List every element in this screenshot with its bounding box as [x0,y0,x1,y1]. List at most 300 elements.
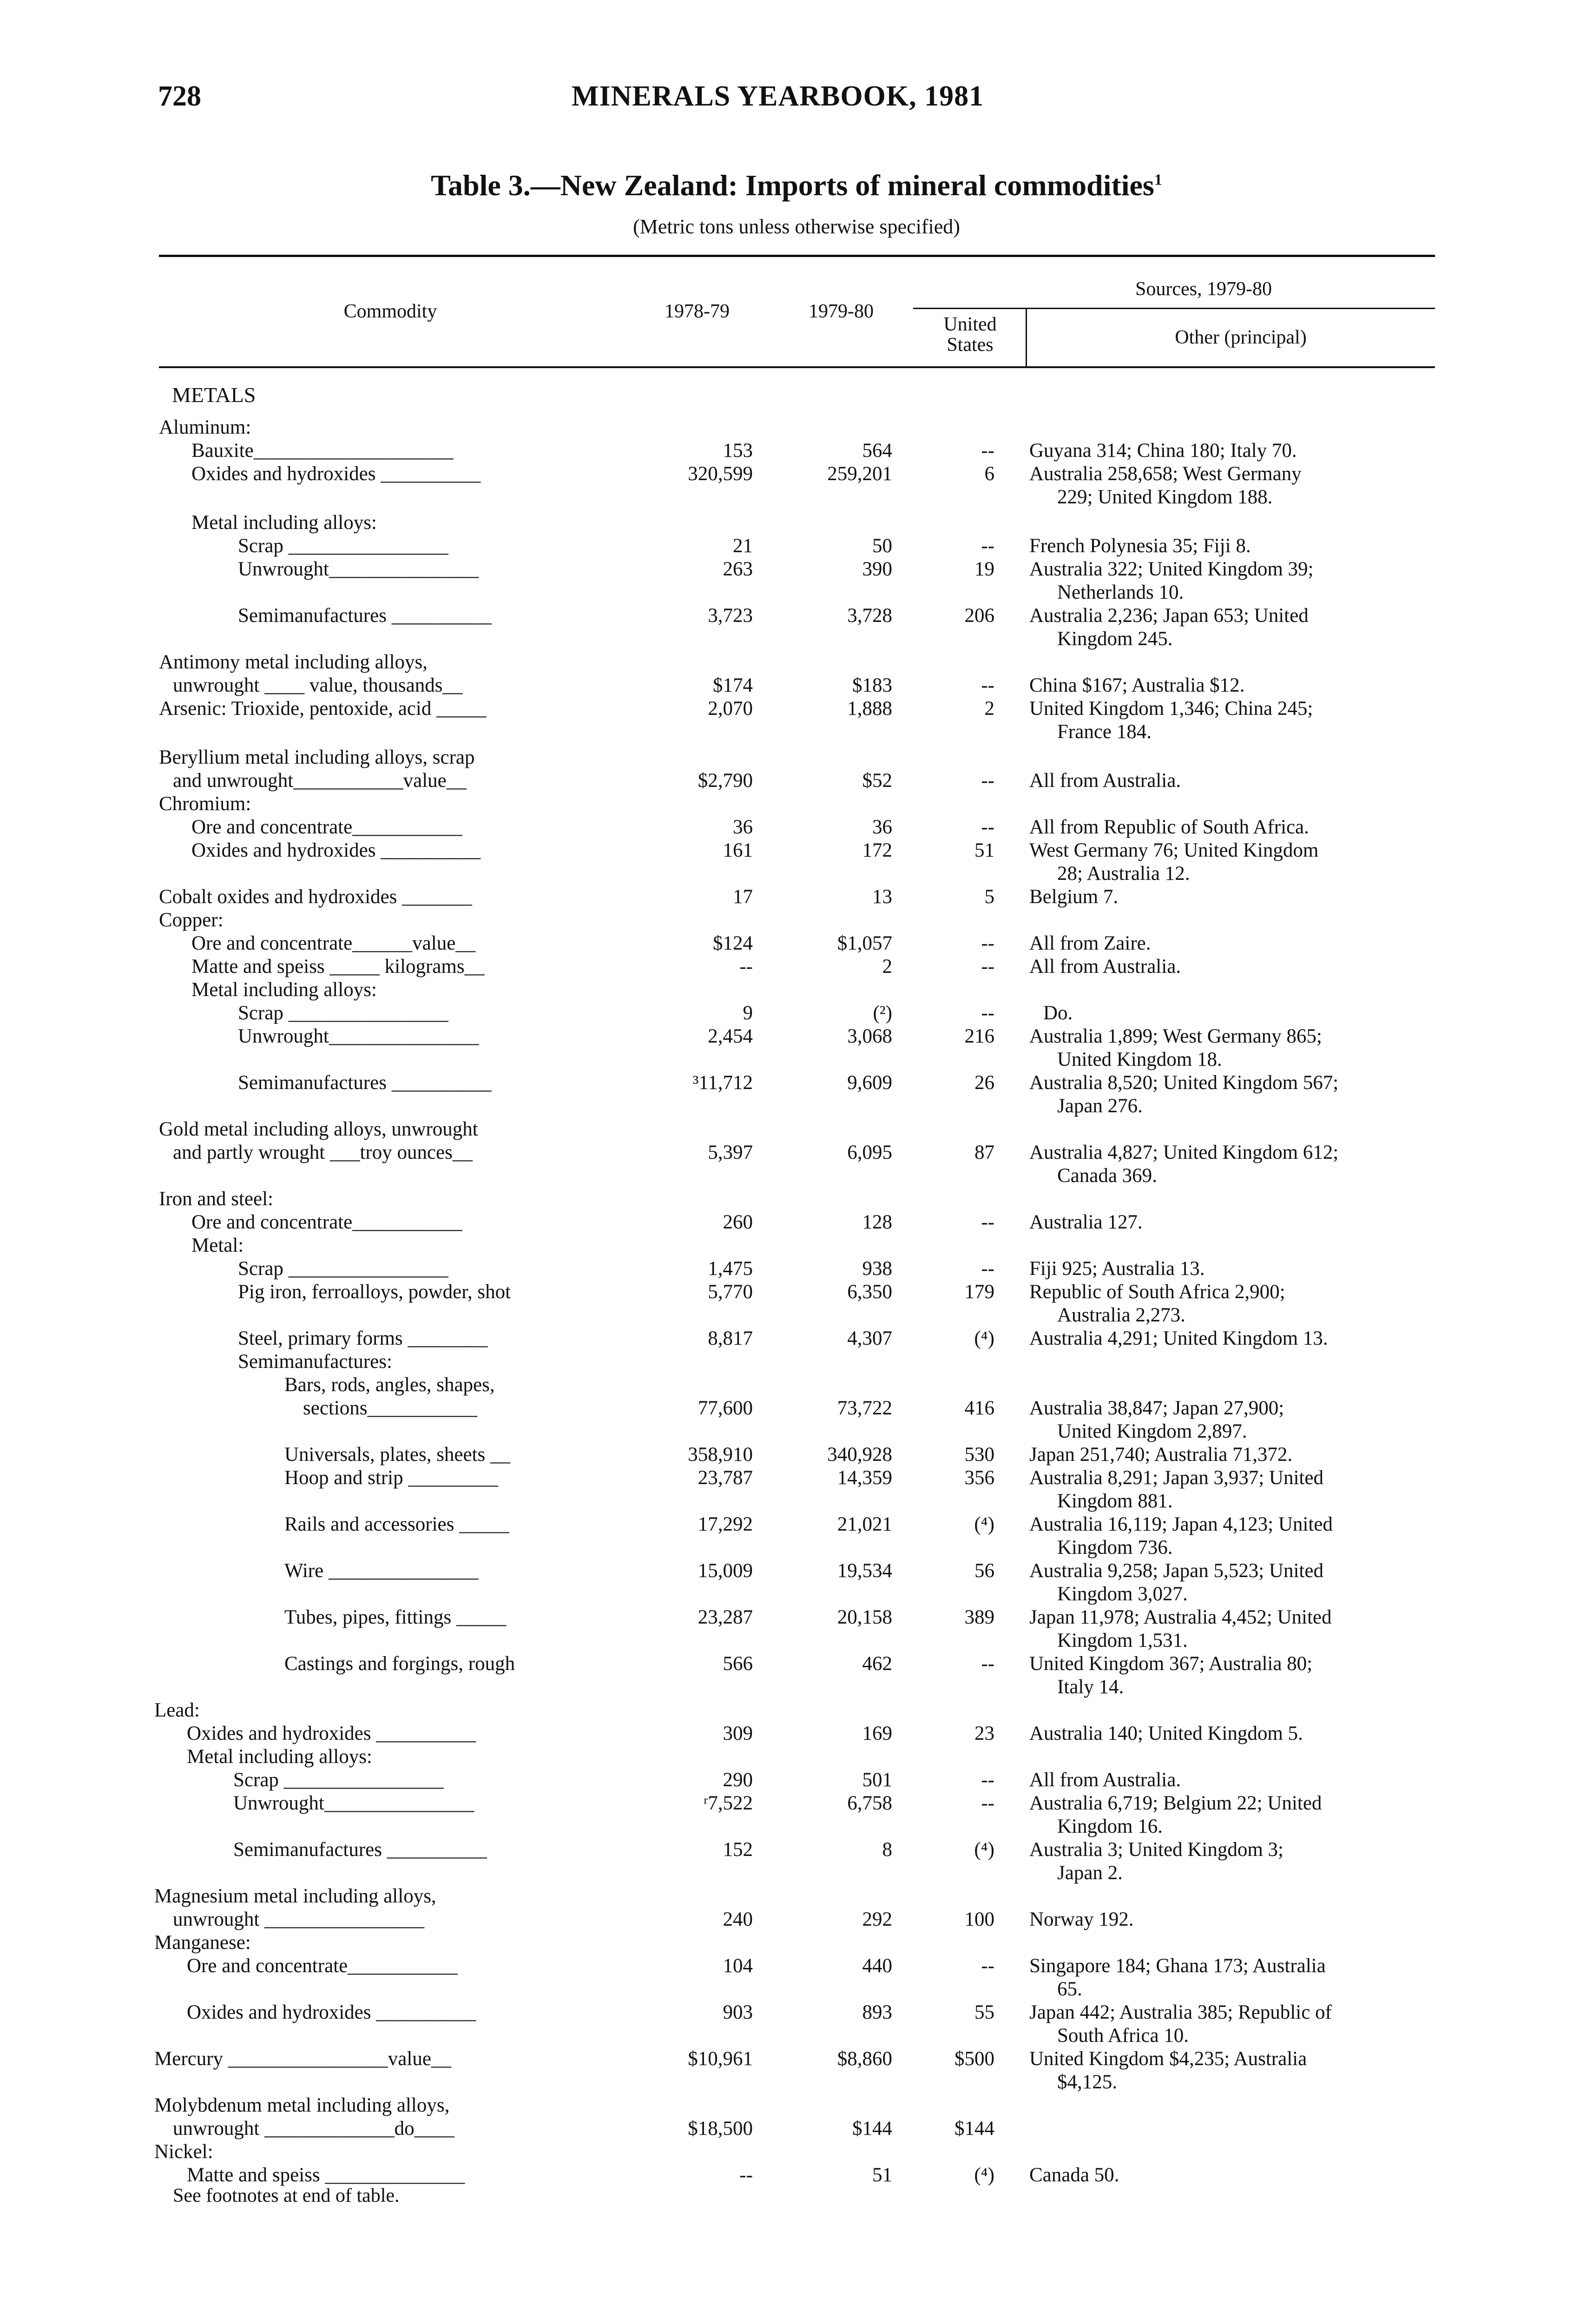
value-1978-79: 15,009 [698,1560,753,1582]
other-sources: All from Zaire. [1029,932,1151,954]
other-sources: Kingdom 245. [1057,628,1173,650]
other-sources: Italy 14. [1057,1676,1124,1698]
other-sources: Japan 442; Australia 385; Republic of [1029,2001,1332,2023]
other-sources: Kingdom 736. [1057,1537,1173,1558]
table-row [0,2071,1593,2095]
value-1978-79: 263 [723,558,753,580]
value-united-states: -- [981,932,994,954]
value-united-states: 179 [964,1281,994,1303]
other-sources: All from Australia. [1029,770,1181,792]
other-sources: $4,125. [1057,2071,1117,2093]
value-united-states: 416 [964,1397,994,1419]
value-1978-79: 161 [723,839,753,861]
table-row [0,909,1593,933]
commodity-label: Gold metal including alloys, unwrought [159,1118,478,1140]
value-1979-80: $183 [852,674,892,696]
value-1978-79: 1,475 [708,1258,753,1280]
commodity-label: Unwrought_______________ [238,1025,479,1047]
value-united-states: 5 [984,886,994,908]
value-1978-79: 153 [723,440,753,462]
value-united-states: -- [981,1653,994,1675]
commodity-label: Nickel: [154,2141,213,2163]
value-united-states: $144 [954,2118,994,2139]
table-row [0,2117,1593,2141]
table-row [0,674,1593,698]
value-1979-80: (²) [873,1002,892,1024]
value-united-states: -- [981,1769,994,1791]
table-row [0,769,1593,793]
other-sources: Australia 38,847; Japan 27,900; [1029,1397,1284,1419]
value-united-states: 55 [974,2001,994,2023]
commodity-label: Metal including alloys: [191,979,377,1001]
table-row [0,885,1593,910]
value-1978-79: 5,770 [708,1281,753,1303]
table-row [0,1281,1593,1305]
commodity-label: unwrought ________________ [173,1908,425,1930]
table-row [0,535,1593,559]
commodity-label: Aluminum: [159,416,251,438]
value-1978-79: 23,787 [698,1467,753,1489]
commodity-label: Manganese: [154,1932,251,1954]
value-1978-79: 903 [723,2001,753,2023]
table-row [0,1745,1593,1769]
value-united-states: -- [981,816,994,838]
value-1979-80: 440 [862,1955,892,1977]
commodity-label: Ore and concentrate___________ [191,816,462,838]
other-principal-header: Other (principal) [1175,327,1307,348]
table-row [0,581,1593,605]
table-row [0,1257,1593,1281]
table-row [0,932,1593,956]
commodity-label: Universals, plates, sheets __ [284,1444,511,1466]
value-1979-80: 3,068 [847,1025,892,1047]
table-row [0,697,1593,721]
commodity-label: Pig iron, ferroalloys, powder, shot [238,1281,511,1303]
table-row [0,1862,1593,1886]
value-united-states: -- [981,440,994,462]
other-sources: Japan 11,978; Australia 4,452; United [1029,1606,1332,1628]
other-sources: Kingdom 1,531. [1057,1630,1188,1651]
commodity-label: Mercury ________________value__ [154,2048,451,2070]
value-1979-80: 14,359 [837,1467,892,1489]
value-united-states: 51 [974,839,994,861]
commodity-label: Tubes, pipes, fittings _____ [284,1606,507,1628]
table-row [0,1559,1593,1584]
other-sources: Australia 322; United Kingdom 39; [1029,558,1314,580]
sources-rule [913,308,1435,309]
footer-note: See footnotes at end of table. [173,2185,400,2206]
table-title-text: Table 3.—New Zealand: Imports of mineral commodities [431,169,1154,202]
other-sources: Netherlands 10. [1057,581,1184,603]
other-sources: United Kingdom $4,235; Australia [1029,2048,1307,2070]
other-sources: France 184. [1057,721,1152,743]
other-sources: All from Australia. [1029,1769,1181,1791]
value-united-states: (⁴) [974,1513,994,1535]
value-1978-79: 5,397 [708,1142,753,1163]
value-1978-79: 2,454 [708,1025,753,1047]
table-row [0,383,1593,408]
table-row [0,1002,1593,1026]
value-united-states: 87 [974,1142,994,1163]
value-1978-79: $2,790 [698,770,753,792]
table-row [0,792,1593,817]
table-row [0,2024,1593,2048]
value-1979-80: 50 [872,535,892,557]
value-1978-79: 260 [723,1211,753,1233]
value-1978-79: ʳ7,522 [703,1792,753,1814]
value-1979-80: 6,758 [847,1792,892,1814]
value-united-states: -- [981,1792,994,1814]
commodity-label: Oxides and hydroxides __________ [191,463,481,485]
other-sources: Canada 50. [1029,2164,1119,2186]
table-row [0,1234,1593,1258]
year-1979-80-header: 1979-80 [809,301,874,322]
commodity-label: Bars, rods, angles, shapes, [284,1374,495,1396]
value-1979-80: 13 [872,886,892,908]
value-united-states: -- [981,1258,994,1280]
other-sources: Japan 2. [1057,1862,1123,1884]
value-1979-80: 6,350 [847,1281,892,1303]
value-1979-80: 51 [872,2164,892,2186]
value-1978-79: 358,910 [688,1444,753,1466]
table-row [0,978,1593,1003]
value-1978-79: 152 [723,1839,753,1861]
value-1978-79: 290 [723,1769,753,1791]
table-row [0,1071,1593,1096]
table-row [0,816,1593,840]
value-1978-79: 9 [743,1002,753,1024]
value-united-states: -- [981,1955,994,1977]
other-sources: French Polynesia 35; Fiji 8. [1029,535,1251,557]
value-1979-80: 2 [882,956,892,977]
header-bottom-rule [159,366,1435,368]
value-1979-80: 128 [862,1211,892,1233]
year-1978-79-header: 1978-79 [665,301,730,322]
us-column-divider [1026,308,1027,367]
table-row [0,1954,1593,1979]
commodity-label: Semimanufactures __________ [233,1839,487,1861]
value-1979-80: 1,888 [847,698,892,720]
table-row [0,1908,1593,1932]
value-united-states: -- [981,535,994,557]
table-row [0,1095,1593,1119]
table-row [0,1164,1593,1188]
table-row [0,1373,1593,1398]
commodity-label: unwrought _____________do____ [173,2118,454,2139]
value-1978-79: 104 [723,1955,753,1977]
commodity-label: sections___________ [303,1397,478,1419]
value-united-states: 356 [964,1467,994,1489]
table-row [0,2094,1593,2118]
value-united-states: 26 [974,1072,994,1094]
table-row [0,2001,1593,2025]
other-sources: Australia 140; United Kingdom 5. [1029,1723,1303,1744]
table-row [0,1420,1593,1444]
table-row [0,486,1593,510]
value-1978-79: -- [739,2164,753,2186]
value-united-states: $500 [954,2048,994,2070]
value-1979-80: 938 [862,1258,892,1280]
commodity-label: Semimanufactures: [238,1351,392,1373]
commodity-label: Metal including alloys: [187,1746,372,1768]
table-row [0,1490,1593,1514]
table-row [0,1513,1593,1537]
value-1979-80: 36 [872,816,892,838]
sources-header: Sources, 1979-80 [1135,278,1272,300]
value-1979-80: 19,534 [837,1560,892,1582]
commodity-label: Scrap ________________ [238,535,448,557]
other-sources: Singapore 184; Ghana 173; Australia [1029,1955,1326,1977]
table-row [0,1048,1593,1072]
commodity-label: Hoop and strip _________ [284,1467,498,1489]
commodity-label: Scrap ________________ [238,1258,448,1280]
table-row [0,1792,1593,1816]
commodity-label: Lead: [154,1699,200,1721]
table-row [0,839,1593,863]
value-1979-80: 169 [862,1723,892,1744]
other-sources: United Kingdom 367; Australia 80; [1029,1653,1313,1675]
value-1978-79: 566 [723,1653,753,1675]
other-sources: Do. [1043,1002,1073,1024]
table-row [0,1397,1593,1421]
commodity-label: Castings and forgings, rough [284,1653,515,1675]
value-1979-80: 340,928 [827,1444,892,1466]
value-united-states: -- [981,1002,994,1024]
table-row [0,1931,1593,1955]
table-row [0,1118,1593,1142]
table-row [0,720,1593,745]
other-sources: Australia 4,827; United Kingdom 612; [1029,1142,1339,1163]
value-1978-79: 23,287 [698,1606,753,1628]
table-row [0,1978,1593,2002]
commodity-label: and partly wrought ___troy ounces__ [173,1142,473,1163]
table-row [0,558,1593,582]
value-1979-80: 73,722 [837,1397,892,1419]
table-row [0,1350,1593,1374]
value-1978-79: 21 [733,535,753,557]
table-row [0,1211,1593,1235]
value-1979-80: 21,021 [837,1513,892,1535]
other-sources: Australia 2,236; Japan 653; United [1029,605,1309,627]
table-row [0,462,1593,487]
table-row [0,2047,1593,2072]
commodity-label: Semimanufactures __________ [238,1072,492,1094]
value-1978-79: 36 [733,816,753,838]
value-united-states: 6 [984,463,994,485]
table-row [0,1304,1593,1328]
value-united-states: 389 [964,1606,994,1628]
commodity-label: Beryllium metal including alloys, scrap [159,746,475,768]
other-sources: Australia 258,658; West Germany [1029,463,1302,485]
value-1978-79: 320,599 [688,463,753,485]
other-sources: Belgium 7. [1029,886,1119,908]
table-title-footnote: 1 [1154,171,1162,189]
table-row [0,1141,1593,1165]
value-1979-80: 172 [862,839,892,861]
table-row [0,627,1593,652]
value-united-states: 216 [964,1025,994,1047]
value-1979-80: $144 [852,2118,892,2139]
value-1979-80: 564 [862,440,892,462]
other-sources: Australia 8,291; Japan 3,937; United [1029,1467,1323,1489]
value-united-states: -- [981,1211,994,1233]
value-1978-79: ³11,712 [692,1072,753,1094]
commodity-label: Ore and concentrate______value__ [191,932,476,954]
table-row [0,1536,1593,1560]
commodity-label: Antimony metal including alloys, [159,651,428,673]
table-row [0,1443,1593,1467]
commodity-label: Oxides and hydroxides __________ [187,1723,476,1744]
value-1979-80: 292 [862,1908,892,1930]
value-united-states: (⁴) [974,2164,994,2186]
commodity-label: Wire _______________ [284,1560,479,1582]
other-sources: Kingdom 3,027. [1057,1583,1188,1605]
value-united-states: 56 [974,1560,994,1582]
value-1979-80: 4,307 [847,1327,892,1349]
table-row [0,651,1593,675]
value-1978-79: 2,070 [708,698,753,720]
value-united-states: -- [981,956,994,977]
value-1978-79: 17,292 [698,1513,753,1535]
value-1979-80: $1,057 [837,932,892,954]
other-sources: 229; United Kingdom 188. [1057,486,1273,508]
value-united-states: (⁴) [974,1839,994,1861]
value-1979-80: 259,201 [827,463,892,485]
value-1978-79: 77,600 [698,1397,753,1419]
value-1979-80: 20,158 [837,1606,892,1628]
value-1978-79: 240 [723,1908,753,1930]
commodity-label: Molybdenum metal including alloys, [154,2094,450,2116]
table-row [0,1699,1593,1723]
value-1978-79: 17 [733,886,753,908]
united-states-header [915,314,1025,355]
table-row [0,1722,1593,1746]
value-1979-80: 893 [862,2001,892,2023]
commodity-label: Unwrought_______________ [233,1792,474,1814]
commodity-label: Metal: [191,1235,244,1256]
table-row [0,1583,1593,1607]
commodity-label: Metal including alloys: [191,512,377,534]
value-1978-79: $124 [713,932,753,954]
commodity-label: Copper: [159,909,224,931]
other-sources: South Africa 10. [1057,2025,1189,2047]
commodity-label: Matte and speiss ______________ [187,2164,465,2186]
value-1978-79: 3,723 [708,605,753,627]
table-row [0,1188,1593,1212]
value-1978-79: 8,817 [708,1327,753,1349]
commodity-label: Chromium: [159,793,251,815]
value-united-states: 23 [974,1723,994,1744]
other-sources: Australia 3; United Kingdom 3; [1029,1839,1284,1861]
commodity-label: unwrought ____ value, thousands__ [173,674,463,696]
united-states-header-line1: United [943,314,997,335]
other-sources: 65. [1057,1978,1082,2000]
value-united-states: 19 [974,558,994,580]
value-united-states: 2 [984,698,994,720]
commodity-label: METALS [172,383,256,407]
value-united-states: 206 [964,605,994,627]
value-united-states: 530 [964,1444,994,1466]
value-1978-79: $174 [713,674,753,696]
value-1979-80: 3,728 [847,605,892,627]
table-row [0,746,1593,770]
other-sources: Kingdom 16. [1057,1816,1163,1837]
other-sources: Australia 8,520; United Kingdom 567; [1029,1072,1339,1094]
table-row [0,862,1593,886]
other-sources: Australia 9,258; Japan 5,523; United [1029,1560,1323,1582]
table-row [0,1629,1593,1653]
other-sources: Australia 127. [1029,1211,1143,1233]
other-sources: All from Republic of South Africa. [1029,816,1309,838]
value-1979-80: 6,095 [847,1142,892,1163]
commodity-label: Unwrought_______________ [238,558,479,580]
table-row [0,604,1593,628]
commodity-label: Ore and concentrate___________ [191,1211,462,1233]
commodity-label: and unwrought___________value__ [173,770,467,792]
other-sources: Guyana 314; China 180; Italy 70. [1029,440,1297,462]
table-row [0,955,1593,979]
other-sources: United Kingdom 18. [1057,1049,1222,1070]
table-row [0,1652,1593,1677]
commodity-label: Matte and speiss _____ kilograms__ [191,956,485,977]
value-1979-80: $8,860 [837,2048,892,2070]
value-1978-79: 309 [723,1723,753,1744]
value-1978-79: $18,500 [688,2118,753,2139]
table-row [0,416,1593,440]
table-row [0,1327,1593,1351]
value-united-states: -- [981,770,994,792]
other-sources: Fiji 925; Australia 13. [1029,1258,1205,1280]
other-sources: China $167; Australia $12. [1029,674,1245,696]
united-states-header-line2: States [947,334,994,356]
table-row [0,1466,1593,1491]
other-sources: Norway 192. [1029,1908,1134,1930]
table-row [0,1606,1593,1630]
other-sources: West Germany 76; United Kingdom [1029,839,1319,861]
other-sources: Japan 276. [1057,1095,1143,1117]
value-1979-80: 501 [862,1769,892,1791]
value-1979-80: $52 [862,770,892,792]
other-sources: Canada 369. [1057,1165,1157,1187]
other-sources: Republic of South Africa 2,900; [1029,1281,1285,1303]
other-sources: Australia 2,273. [1057,1304,1185,1326]
value-1979-80: 390 [862,558,892,580]
other-sources: Australia 6,719; Belgium 22; United [1029,1792,1322,1814]
other-sources: 28; Australia 12. [1057,863,1190,885]
commodity-label: Bauxite____________________ [191,440,454,462]
other-sources: All from Australia. [1029,956,1181,977]
commodity-label: Steel, primary forms ________ [238,1327,488,1349]
other-sources: United Kingdom 1,346; China 245; [1029,698,1313,720]
commodity-label: Magnesium metal including alloys, [154,1885,436,1907]
table-row [0,1885,1593,1909]
table-title [0,168,1593,203]
value-1978-79: -- [739,956,753,977]
table-row [0,1025,1593,1049]
commodity-header: Commodity [343,301,437,322]
value-1979-80: 9,609 [847,1072,892,1094]
other-sources: United Kingdom 2,897. [1057,1420,1247,1442]
other-sources: Australia 1,899; West Germany 865; [1029,1025,1322,1047]
value-united-states: 100 [964,1908,994,1930]
other-sources: Kingdom 881. [1057,1490,1173,1512]
other-sources: Australia 4,291; United Kingdom 13. [1029,1327,1328,1349]
commodity-label: Rails and accessories _____ [284,1513,509,1535]
value-1978-79: $10,961 [688,2048,753,2070]
value-1979-80: 462 [862,1653,892,1675]
value-united-states: -- [981,674,994,696]
commodity-label: Semimanufactures __________ [238,605,492,627]
